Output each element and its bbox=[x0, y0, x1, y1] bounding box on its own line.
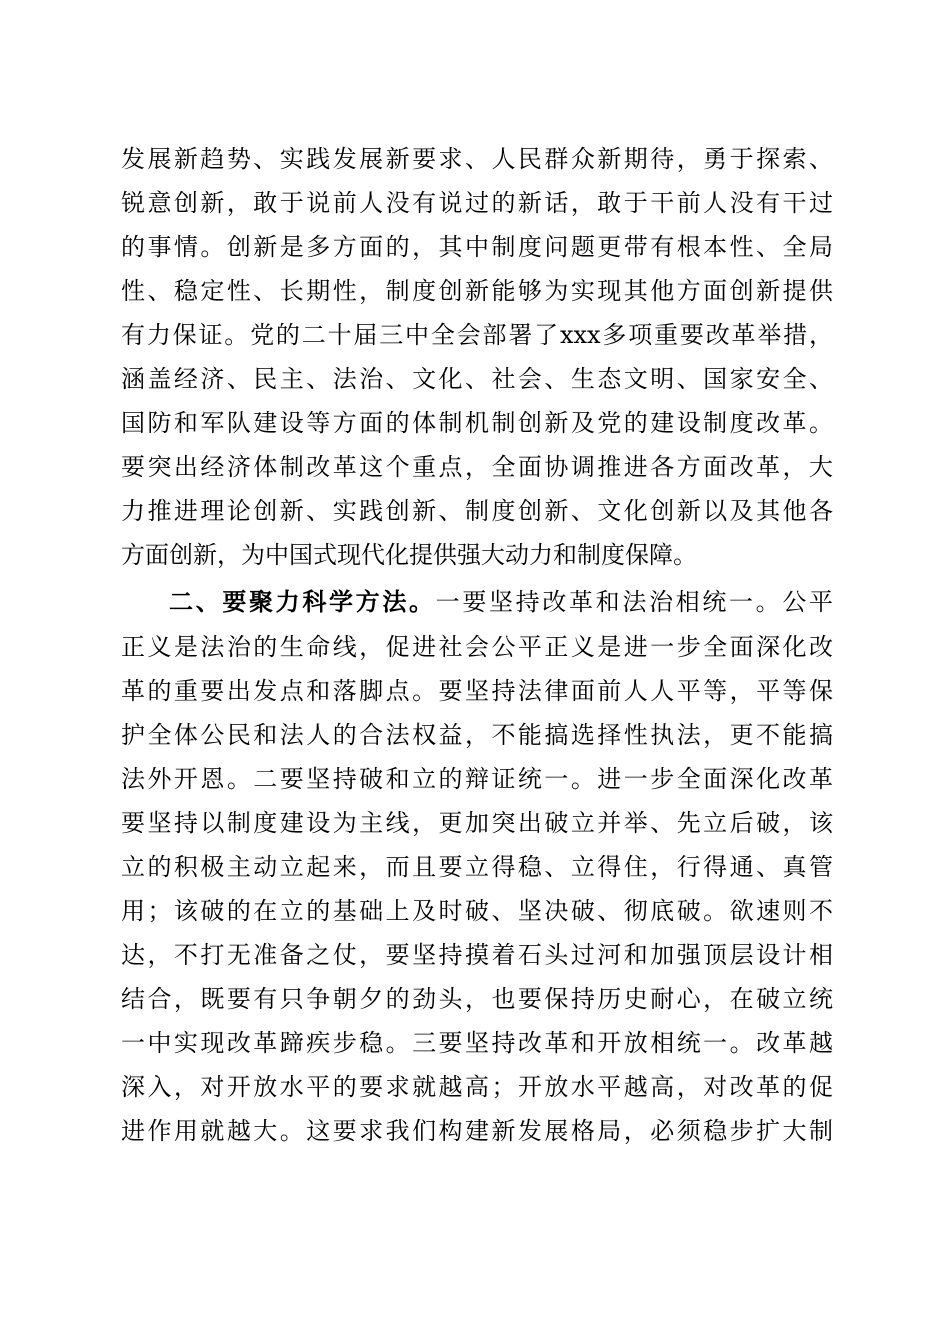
paragraph-1-line-3: 的事情。创新是多方面的，其中制度问题更带有根本性、全局 bbox=[121, 233, 833, 261]
paragraph-2-line-2: 正义是法治的生命线，促进社会公平正义是进一步全面深化改 bbox=[121, 633, 833, 661]
paragraph-2-line-5: 法外开恩。二要坚持破和立的辩证统一。进一步全面深化改革 bbox=[121, 765, 833, 793]
paragraph-2-line-10: 结合，既要有只争朝夕的劲头，也要保持历史耐心，在破立统 bbox=[121, 985, 833, 1013]
paragraph-2-line-7: 立的积极主动立起来，而且要立得稳、立得住，行得通、真管 bbox=[121, 853, 833, 881]
paragraph-1-line-4: 性、稳定性、长期性，制度创新能够为实现其他方面创新提供 bbox=[121, 277, 833, 305]
paragraph-2-line-9: 达，不打无准备之仗，要坚持摸着石头过河和加强顶层设计相 bbox=[121, 941, 833, 969]
paragraph-1-line-1: 发展新趋势、实践发展新要求、人民群众新期待，勇于探索、 bbox=[121, 145, 833, 173]
paragraph-2-line-6: 要坚持以制度建设为主线，更加突出破立并举、先立后破，该 bbox=[121, 809, 833, 837]
paragraph-1-line-6: 涵盖经济、民主、法治、文化、社会、生态文明、国家安全、 bbox=[121, 365, 833, 393]
paragraph-2-line-4: 护全体公民和法人的合法权益，不能搞选择性执法，更不能搞 bbox=[121, 721, 833, 749]
paragraph-2-line-11: 一中实现改革蹄疾步稳。三要坚持改革和开放相统一。改革越 bbox=[121, 1029, 833, 1057]
paragraph-2-line-8: 用；该破的在立的基础上及时破、坚决破、彻底破。欲速则不 bbox=[121, 897, 833, 925]
section-heading: 二、要聚力科学方法。 bbox=[169, 587, 436, 616]
paragraph-1-line-7: 国防和军队建设等方面的体制机制创新及党的建设制度改革。 bbox=[121, 409, 833, 437]
paragraph-2-line-3: 革的重要出发点和落脚点。要坚持法律面前人人平等，平等保 bbox=[121, 677, 833, 705]
paragraph-1-line-5: 有力保证。党的二十届三中全会部署了xxx多项重要改革举措， bbox=[121, 321, 833, 349]
paragraph-1-line-2: 锐意创新，敢于说前人没有说过的新话，敢于干前人没有干过 bbox=[121, 189, 833, 217]
paragraph-1-line-10: 方面创新，为中国式现代化提供强大动力和制度保障。 bbox=[121, 541, 697, 569]
paragraph-2-first-line-text: 一要坚持改革和法治相统一。公平 bbox=[435, 588, 834, 616]
paragraph-1-line-8: 要突出经济体制改革这个重点，全面协调推进各方面改革，大 bbox=[121, 453, 833, 481]
paragraph-2-line-13: 进作用就越大。这要求我们构建新发展格局，必须稳步扩大制 bbox=[121, 1117, 833, 1145]
paragraph-2-line-12: 深入，对开放水平的要求就越高；开放水平越高，对改革的促 bbox=[121, 1073, 833, 1101]
paragraph-2-line-1 bbox=[169, 582, 833, 622]
paragraph-1-line-9: 力推进理论创新、实践创新、制度创新、文化创新以及其他各 bbox=[121, 497, 833, 525]
